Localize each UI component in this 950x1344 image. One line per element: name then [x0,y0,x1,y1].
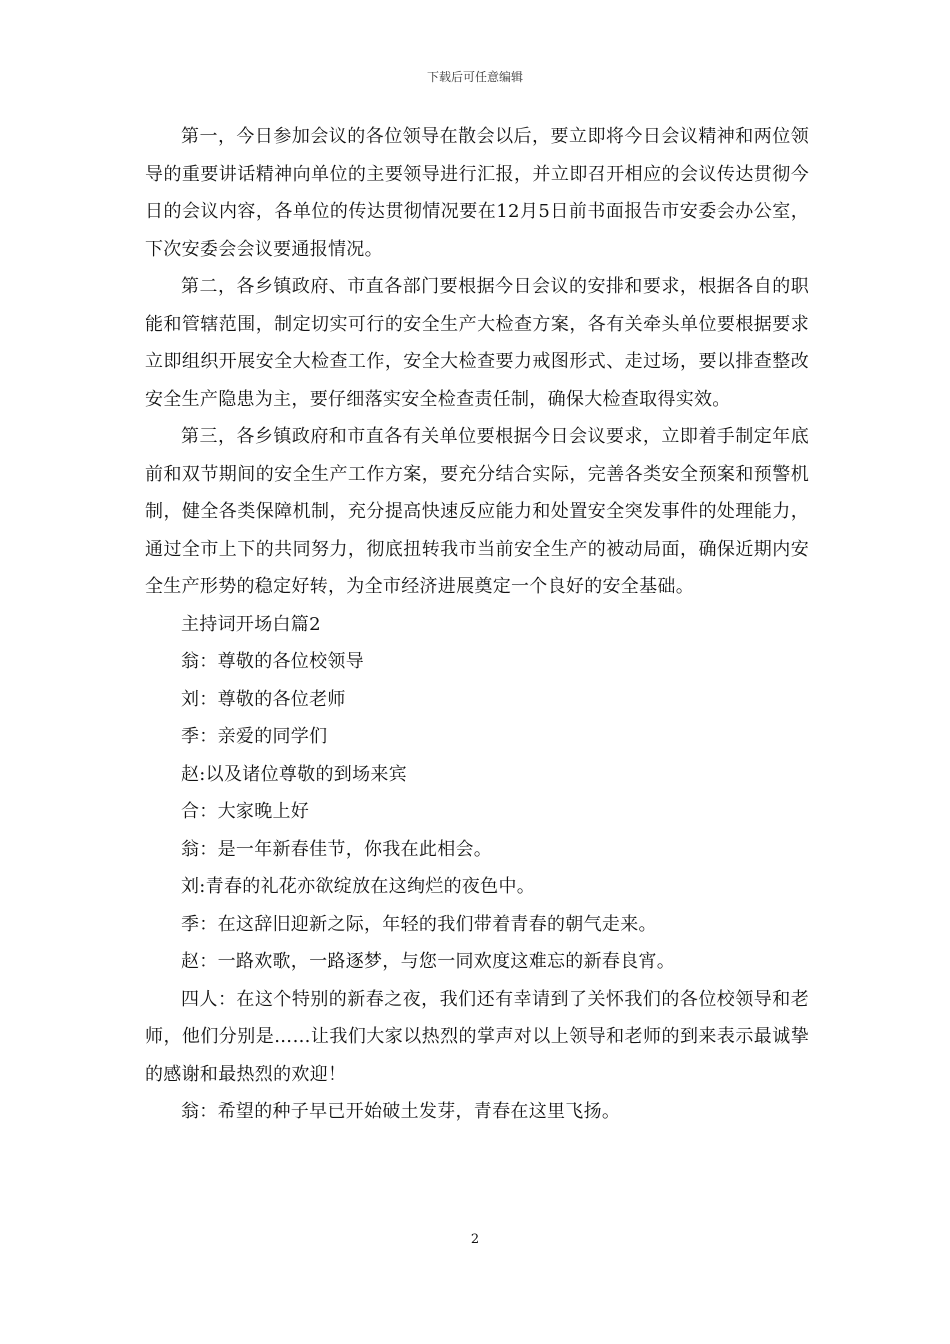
page-header: 下载后可任意编辑 [426,70,523,84]
dialogue-line: 四人：在这个特别的新春之夜，我们还有幸请到了关怀我们的各位校领导和老师，他们分别是……让我们大家以热烈的掌声对以上领导和老师的到来表示最诚挚的感谢和最热烈的欢迎！ [145,988,809,1085]
dialogue-line: 刘：尊敬的各位老师 [181,688,346,710]
paragraph: 第二，各乡镇政府、市直各部门要根据今日会议的安排和要求，根据各自的职能和管辖范围，制定切实可行的安全生产大检查方案，各有关牵头单位要根据要求立即组织开展安全大检查工作，安全大检查要力戒图形式、走过场，要以排查整改安全生产隐患为主，要仔细落实安全检查责任制，确保大检查取得实效。 [145,276,809,410]
page-number: 2 [470,1232,480,1247]
dialogue-line: 刘:青春的礼花亦欲绽放在这绚烂的夜色中。 [181,876,536,897]
dialogue-line: 翁：希望的种子早已开始破土发芽，青春在这里飞扬。 [181,1101,621,1122]
dialogue-line: 季：在这辞旧迎新之际，年轻的我们带着青春的朝气走来。 [181,913,657,935]
document-body [145,118,809,1131]
dialogue-line: 赵:以及诸位尊敬的到场来宾 [181,763,407,785]
dialogue-line: 赵：一路欢歌，一路逐梦，与您一同欢度这难忘的新春良宵。 [181,951,676,972]
dialogue-line: 季：亲爱的同学们 [181,726,328,747]
dialogue-line: 合：大家晚上好 [181,801,310,822]
dialogue-line: 翁：是一年新春佳节，你我在此相会。 [181,838,493,860]
section-heading: 主持词开场白篇2 [181,613,321,635]
paragraph: 第三，各乡镇政府和市直各有关单位要根据今日会议要求，立即着手制定年底前和双节期间的安全生产工作方案，要充分结合实际，完善各类安全预案和预警机制，健全各类保障机制，充分提高快速反应能力和处置安全突发事件的处理能力，通过全市上下的共同努力，彻底扭转我市当前安全生产的被动局面，确保近期内安全生产形势的稳定好转，为全市经济进展奠定一个良好的安全基础。 [145,426,809,597]
paragraph: 第一，今日参加会议的各位领导在散会以后，要立即将今日会议精神和两位领导的重要讲话精神向单位的主要领导进行汇报，并立即召开相应的会议传达贯彻今日的会议内容，各单位的传达贯彻情况要在12月5日前书面报告市安委会办公室，下次安委会会议要通报情况。 [145,126,809,260]
dialogue-line: 翁：尊敬的各位校领导 [181,651,364,672]
